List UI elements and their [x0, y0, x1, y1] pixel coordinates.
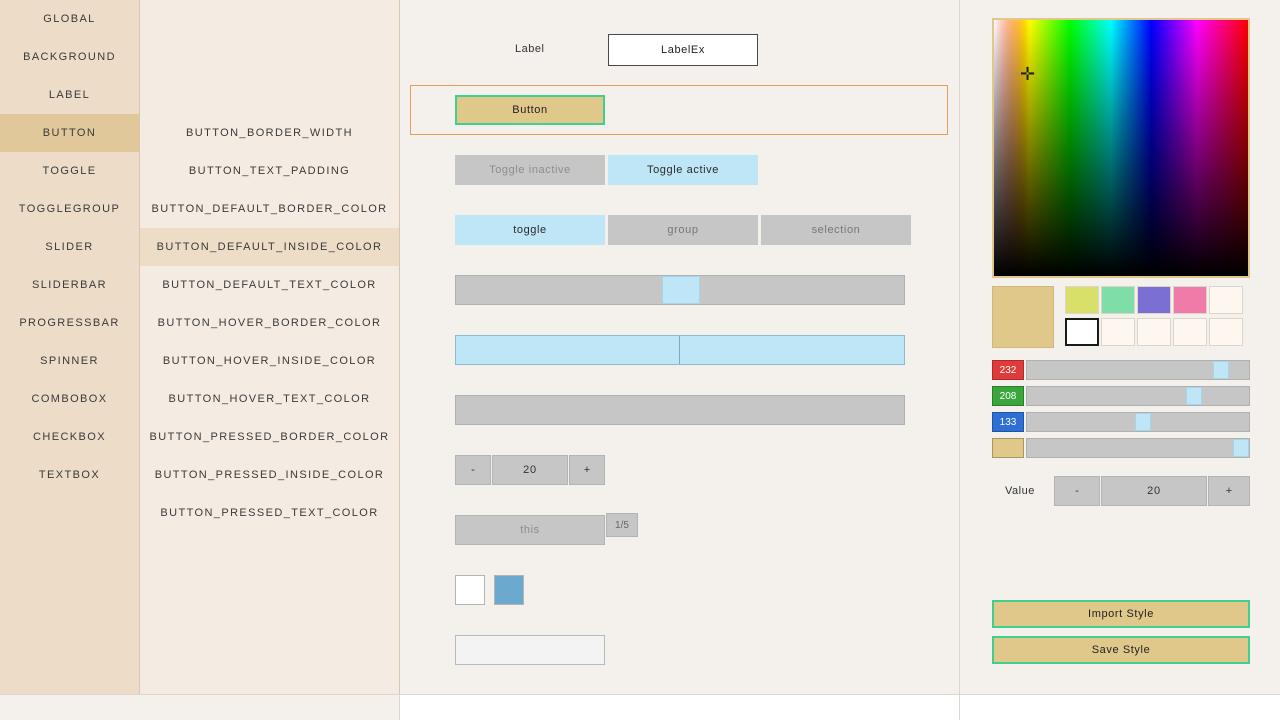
channel-green-slider[interactable] [1026, 386, 1250, 406]
color-panel [960, 0, 1280, 694]
sidebar-item-label[interactable] [0, 76, 139, 114]
import-style-button[interactable]: Import Style [992, 600, 1250, 628]
property-list [140, 0, 400, 694]
property-item-label: BUTTON_PRESSED_BORDER_COLOR [149, 431, 390, 443]
color-picker-area[interactable] [992, 18, 1250, 278]
sidebar-item-label: GLOBAL [43, 13, 96, 25]
save-style-button[interactable]: Save Style [992, 636, 1250, 664]
channel-green-knob[interactable] [1186, 387, 1202, 405]
preview-sliderbar[interactable] [455, 335, 905, 365]
status-bar-segment-center [400, 695, 960, 720]
preview-label-value: LabelEx [608, 34, 758, 66]
sidebar-item-label: LABEL [48, 89, 91, 101]
palette-swatch-4[interactable] [1173, 286, 1207, 314]
preview-label-caption: Label [515, 43, 545, 55]
property-item-button-default-inside-color[interactable] [140, 228, 399, 266]
palette-swatch-8[interactable] [1137, 318, 1171, 346]
property-item-label: BUTTON_HOVER_BORDER_COLOR [157, 317, 382, 329]
property-item-button-text-padding[interactable] [140, 152, 399, 190]
preview-combobox[interactable]: this [455, 515, 605, 545]
preview-textbox[interactable] [455, 635, 605, 665]
property-item-button-pressed-inside-color[interactable] [140, 456, 399, 494]
channel-alpha-value [992, 438, 1024, 458]
preview-slider[interactable] [455, 275, 905, 305]
sidebar-item-checkbox[interactable] [0, 418, 139, 456]
preview-spinner-value[interactable]: 20 [492, 455, 568, 485]
property-item-label: BUTTON_PRESSED_INSIDE_COLOR [154, 469, 385, 481]
sidebar-item-label: SLIDERBAR [32, 279, 107, 291]
preview-spinner-decrement[interactable]: - [455, 455, 491, 485]
color-picker-cursor: ✛ [1020, 64, 1036, 84]
channel-alpha-slider[interactable] [1026, 438, 1250, 458]
channel-green-value: 208 [992, 386, 1024, 406]
preview-toggle-active[interactable]: Toggle active [608, 155, 758, 185]
palette-swatch-5[interactable] [1209, 286, 1243, 314]
property-item-label: BUTTON_DEFAULT_BORDER_COLOR [151, 203, 388, 215]
property-item-button-pressed-text-color[interactable] [140, 494, 399, 532]
sidebar-item-label: CHECKBOX [33, 431, 106, 443]
property-item-button-default-border-color[interactable] [140, 190, 399, 228]
preview-togglegroup-item-selection[interactable]: selection [761, 215, 911, 245]
palette-swatch-7[interactable] [1101, 318, 1135, 346]
value-decrement-button[interactable]: - [1054, 476, 1100, 506]
status-bar [0, 694, 1280, 720]
property-item-button-default-text-color[interactable] [140, 266, 399, 304]
channel-blue-slider[interactable] [1026, 412, 1250, 432]
sidebar-item-label: TOGGLEGROUP [18, 203, 121, 215]
sidebar-item-label: BACKGROUND [23, 51, 116, 63]
palette-swatch-10[interactable] [1209, 318, 1243, 346]
property-item-button-hover-text-color[interactable] [140, 380, 399, 418]
preview-slider-knob[interactable] [662, 276, 700, 304]
property-list-spacer [140, 0, 399, 114]
palette-swatch-3[interactable] [1137, 286, 1171, 314]
property-item-button-hover-inside-color[interactable] [140, 342, 399, 380]
preview-panel [400, 0, 960, 694]
sidebar-item-sliderbar[interactable] [0, 266, 139, 304]
channel-red-slider[interactable] [1026, 360, 1250, 380]
palette-swatch-9[interactable] [1173, 318, 1207, 346]
palette-swatch-6[interactable] [1065, 318, 1099, 346]
sidebar-item-label: TEXTBOX [38, 469, 101, 481]
palette-swatch-1[interactable] [1065, 286, 1099, 314]
value-number[interactable]: 20 [1101, 476, 1207, 506]
sidebar-item-label: SPINNER [40, 355, 99, 367]
sidebar-item-toggle[interactable] [0, 152, 139, 190]
property-item-label: BUTTON_TEXT_PADDING [188, 165, 351, 177]
sidebar-item-label: TOGGLE [42, 165, 97, 177]
channel-blue-knob[interactable] [1135, 413, 1151, 431]
sidebar-item-global[interactable] [0, 0, 139, 38]
channel-red-value: 232 [992, 360, 1024, 380]
preview-sliderbar-fill [456, 336, 680, 364]
category-sidebar [0, 0, 140, 694]
property-item-button-border-width[interactable] [140, 114, 399, 152]
sidebar-item-label: PROGRESSBAR [19, 317, 120, 329]
preview-togglegroup-item-toggle[interactable]: toggle [455, 215, 605, 245]
channel-alpha-knob[interactable] [1233, 439, 1249, 457]
preview-checkbox-checked[interactable] [494, 575, 524, 605]
current-color-swatch[interactable] [992, 286, 1054, 348]
sidebar-item-button[interactable] [0, 114, 139, 152]
preview-checkbox-unchecked[interactable] [455, 575, 485, 605]
channel-blue-value: 133 [992, 412, 1024, 432]
property-item-label: BUTTON_HOVER_TEXT_COLOR [168, 393, 371, 405]
sidebar-item-label: BUTTON [42, 127, 97, 139]
property-item-label: BUTTON_HOVER_INSIDE_COLOR [162, 355, 377, 367]
sidebar-item-label: COMBOBOX [31, 393, 108, 405]
preview-toggle-inactive[interactable]: Toggle inactive [455, 155, 605, 185]
sidebar-item-slider[interactable] [0, 228, 139, 266]
sidebar-item-togglegroup[interactable] [0, 190, 139, 228]
sidebar-item-spinner[interactable] [0, 342, 139, 380]
sidebar-item-progressbar[interactable] [0, 304, 139, 342]
preview-spinner-increment[interactable]: + [569, 455, 605, 485]
preview-button[interactable]: Button [455, 95, 605, 125]
value-caption: Value [1005, 485, 1035, 497]
preview-togglegroup-item-group[interactable]: group [608, 215, 758, 245]
sidebar-item-label: SLIDER [45, 241, 94, 253]
property-item-label: BUTTON_PRESSED_TEXT_COLOR [160, 507, 379, 519]
sidebar-item-background[interactable] [0, 38, 139, 76]
status-bar-segment-left [0, 695, 400, 720]
preview-progressbar [455, 395, 905, 425]
palette-swatch-2[interactable] [1101, 286, 1135, 314]
property-item-label: BUTTON_DEFAULT_TEXT_COLOR [162, 279, 377, 291]
property-item-label: BUTTON_DEFAULT_INSIDE_COLOR [156, 241, 383, 253]
property-item-button-pressed-border-color[interactable] [140, 418, 399, 456]
sidebar-item-textbox[interactable] [0, 456, 139, 494]
sidebar-item-combobox[interactable] [0, 380, 139, 418]
property-item-button-hover-border-color[interactable] [140, 304, 399, 342]
value-increment-button[interactable]: + [1208, 476, 1250, 506]
preview-combobox-counter[interactable]: 1/5 [606, 513, 638, 537]
property-item-label: BUTTON_BORDER_WIDTH [186, 127, 353, 139]
channel-red-knob[interactable] [1213, 361, 1229, 379]
